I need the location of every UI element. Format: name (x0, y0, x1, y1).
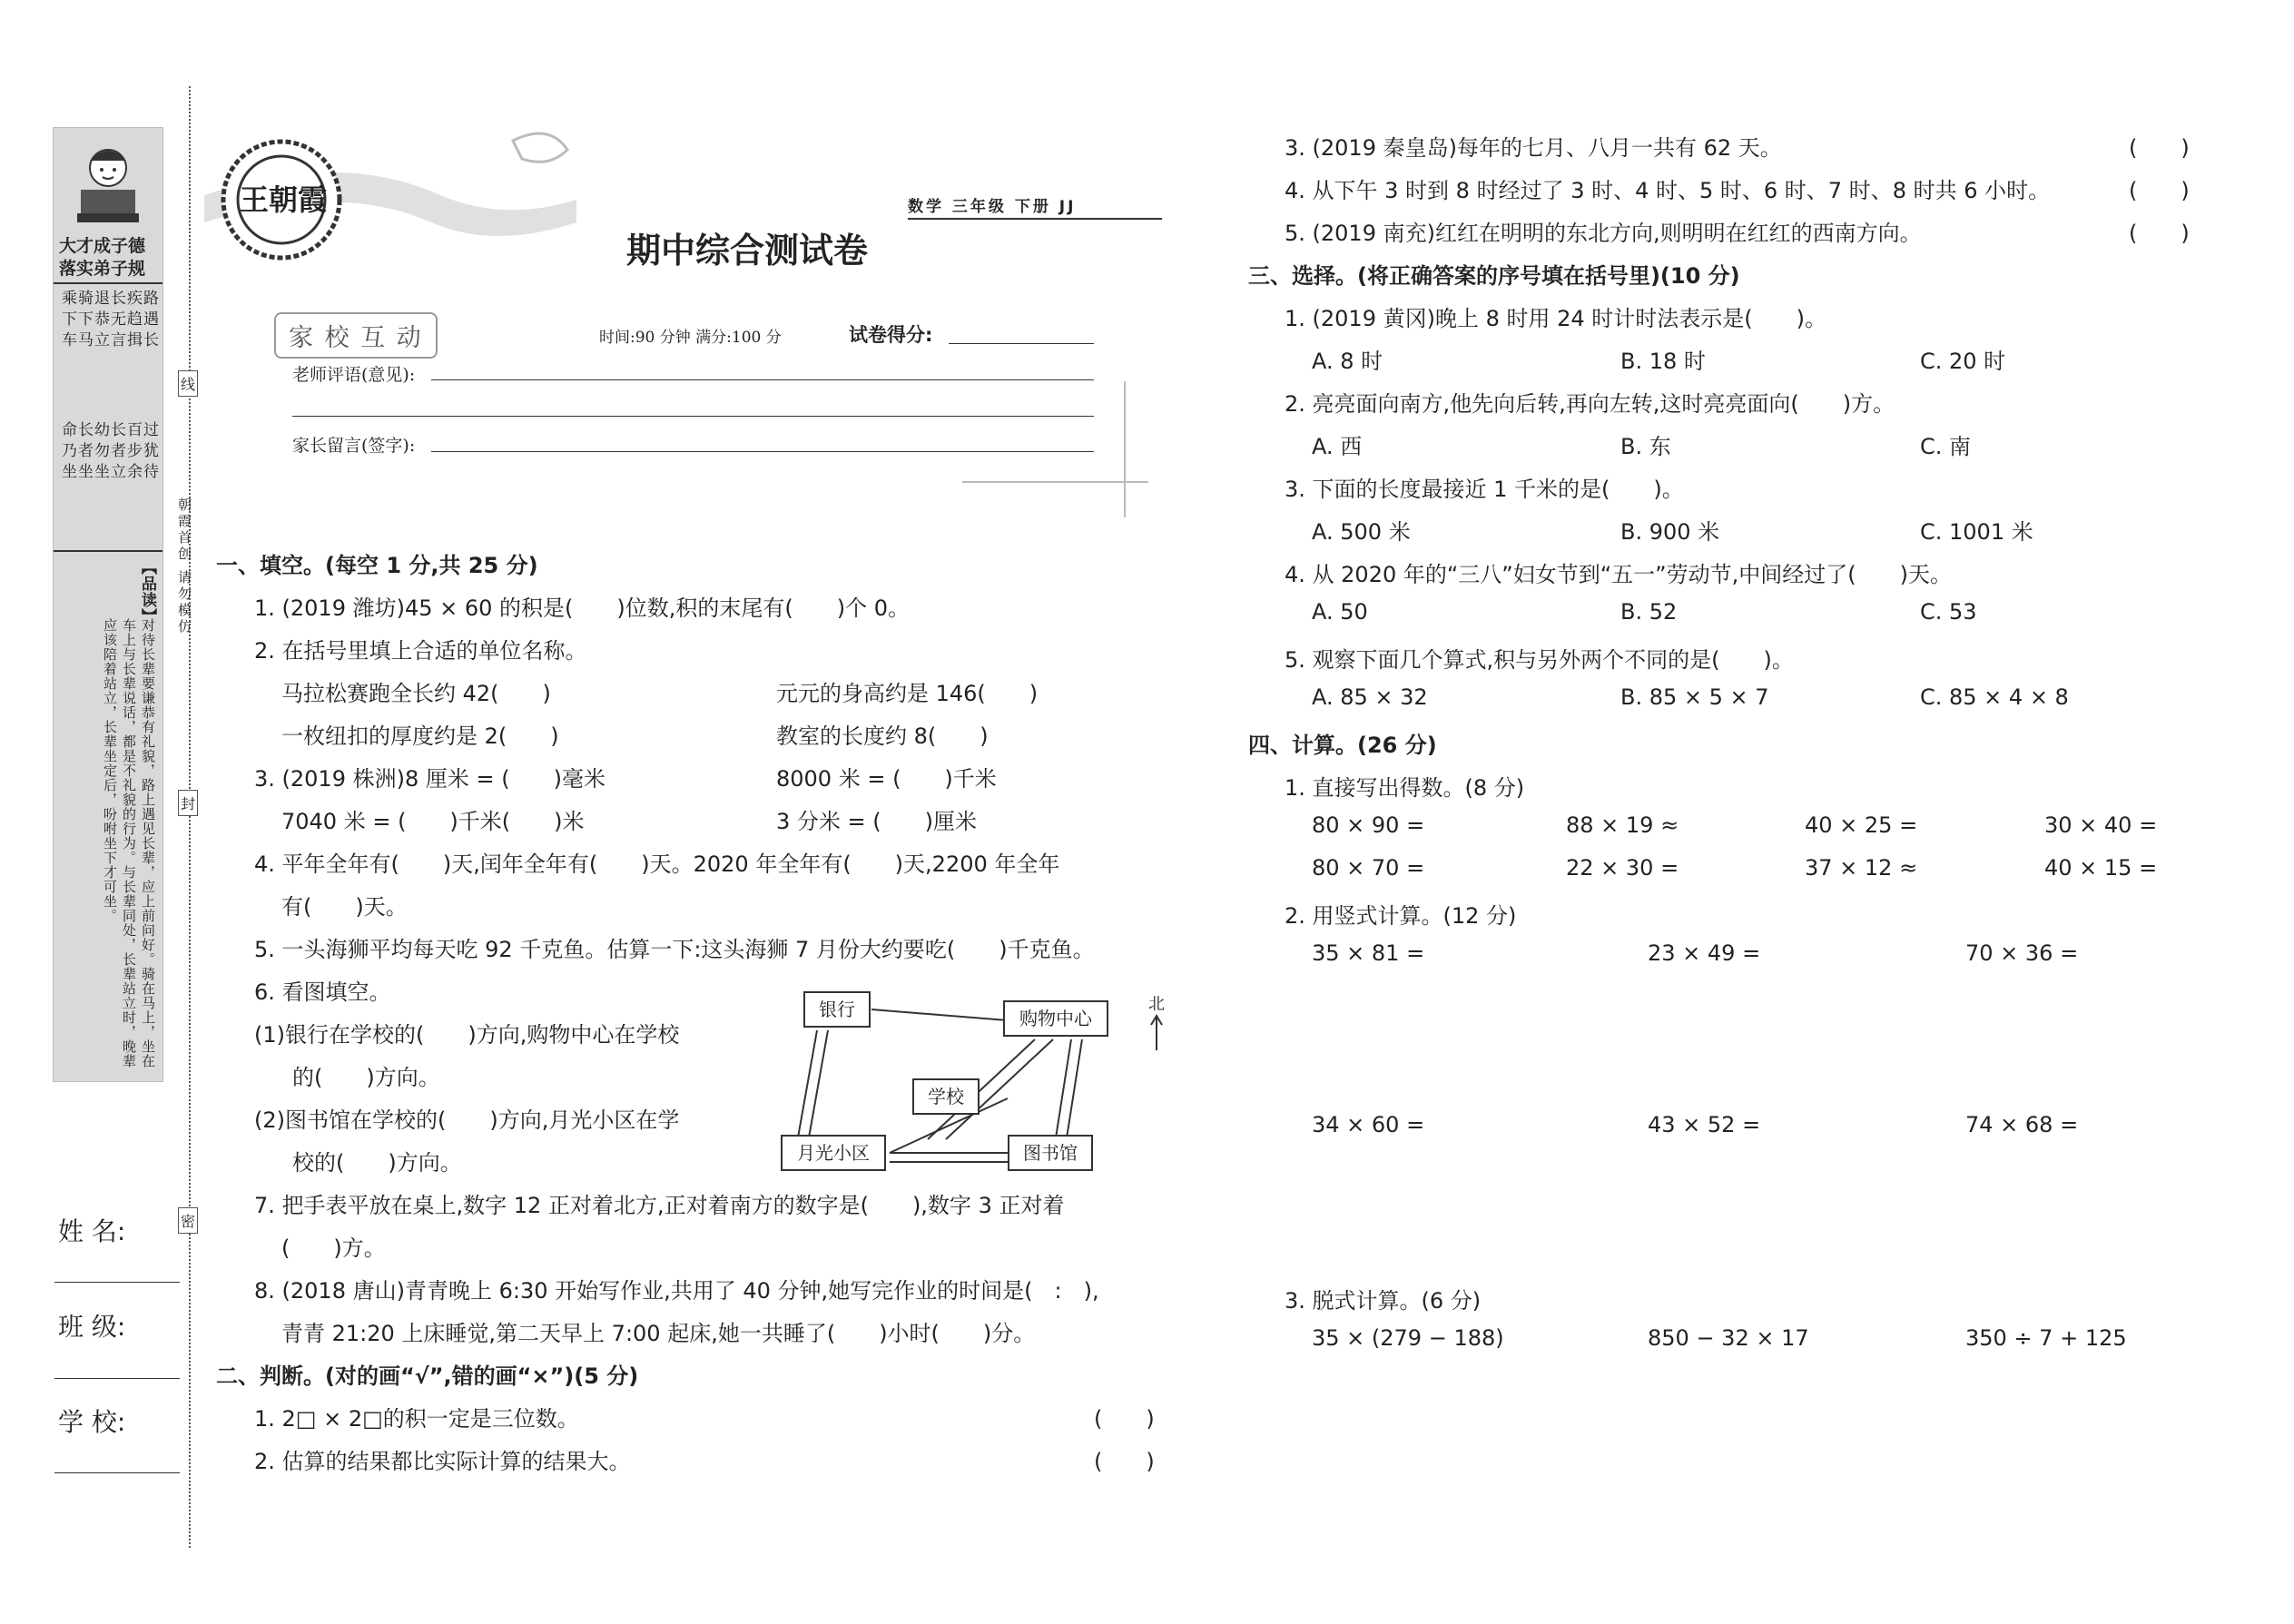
option-c: C. 53 (1920, 599, 1977, 625)
question-6-2b: 校的( )方向。 (292, 1150, 462, 1176)
question-8a: 8. (2018 唐山)青青晚上 6:30 开始写作业,共用了 40 分钟,她写完作业的时间是( : ), (254, 1278, 1099, 1304)
sub-direct: 1. 直接写出得数。(8 分) (1285, 775, 1525, 801)
map-library: 图书馆 (1008, 1135, 1093, 1171)
option-b: B. 52 (1620, 599, 1678, 625)
direct-calc: 30 × 40 = (2044, 812, 2158, 838)
title-rule (908, 218, 1162, 220)
school-label: 学 校: (58, 1407, 126, 1437)
direct-calc: 80 × 90 = (1312, 812, 1425, 838)
page-title: 期中综合测试卷 (626, 231, 869, 271)
map-mall: 购物中心 (1003, 1000, 1108, 1037)
answer-paren[interactable]: ( ) (2129, 221, 2190, 246)
school-field[interactable] (54, 1472, 180, 1473)
divider (54, 550, 162, 552)
time-info: 时间:90 分钟 满分:100 分 (599, 329, 782, 347)
judge-item-3: 3. (2019 秦皇岛)每年的七月、八月一共有 62 天。 (1285, 135, 1782, 161)
option-b: B. 东 (1620, 434, 1671, 459)
judge-item-5: 5. (2019 南充)红红在明明的东北方向,则明明在红红的西南方向。 (1285, 221, 1922, 246)
choice-question-4: 4. 从 2020 年的“三八”妇女节到“五一”劳动节,中间经过了( )天。 (1285, 562, 1952, 587)
question-5: 5. 一头海狮平均每天吃 92 千克鱼。估算一下:这头海狮 7 月份大约要吃( )千克鱼。 (254, 937, 1095, 962)
stepwise-calc: 35 × (279 − 188) (1312, 1325, 1504, 1351)
judge-item-4: 4. 从下午 3 时到 8 时经过了 3 时、4 时、5 时、6 时、7 时、8 时共 6 小时。 (1285, 178, 2051, 203)
question-3c: 7040 米 = ( )千米( )米 (281, 809, 585, 834)
choice-question-1: 1. (2019 黄冈)晚上 8 时用 24 时计时法表示是( )。 (1285, 306, 1827, 331)
vertical-calc: 70 × 36 = (1965, 940, 2079, 966)
option-a: A. 500 米 (1312, 519, 1411, 545)
question-2d: 教室的长度约 8( ) (776, 723, 989, 749)
north-arrow-icon (1149, 1014, 1164, 1050)
section-title: 一、填空。(每空 1 分,共 25 分) (216, 553, 538, 578)
option-b: B. 18 时 (1620, 349, 1706, 374)
vertical-calc: 43 × 52 = (1648, 1112, 1761, 1137)
subject-tag: 数学 三年级 下册 JJ (908, 198, 1077, 216)
section-title: 四、计算。(26 分) (1248, 733, 1437, 758)
rule-verse: 幼勿坐 (91, 421, 109, 484)
stepwise-calc: 850 − 32 × 17 (1648, 1325, 1809, 1351)
judge-item-1: 1. 2□ × 2□的积一定是三位数。 (254, 1406, 579, 1432)
judge-item-2: 2. 估算的结果都比实际计算的结果大。 (254, 1449, 631, 1474)
option-c: C. 南 (1920, 434, 1972, 459)
question-7b: ( )方。 (281, 1235, 386, 1261)
name-label: 姓 名: (58, 1216, 126, 1246)
direct-calc: 40 × 15 = (2044, 855, 2158, 881)
vertical-calc: 35 × 81 = (1312, 940, 1425, 966)
direct-calc: 37 × 12 ≈ (1805, 855, 1918, 881)
map-community: 月光小区 (781, 1135, 886, 1171)
direct-calc: 80 × 70 = (1312, 855, 1425, 881)
cut-line (189, 86, 191, 1548)
answer-paren[interactable]: ( ) (2129, 178, 2190, 203)
rule-verse: 乘下车 (58, 290, 76, 352)
question-3b: 8000 米 = ( )千米 (776, 766, 997, 792)
rule-verse: 长者坐 (74, 421, 93, 484)
name-field[interactable] (54, 1282, 180, 1283)
question-6-1b: 的( )方向。 (292, 1065, 440, 1090)
teacher-comment-field-2[interactable] (292, 416, 1094, 417)
question-2a: 马拉松赛跑全长约 42( ) (281, 681, 551, 706)
cut-note: 朝霞首创 请勿模仿 (176, 497, 192, 635)
choice-question-2: 2. 亮亮面向南方,他先向后转,再向左转,这时亮亮面向( )方。 (1285, 391, 1895, 417)
rule-verse: 过犹待 (140, 421, 158, 484)
cut-mark-2: 封 (178, 790, 198, 816)
question-8b: 青青 21:20 上床睡觉,第二天早上 7:00 起床,她一共睡了( )小时( )分。 (281, 1321, 1036, 1346)
option-b: B. 85 × 5 × 7 (1620, 684, 1769, 710)
section-title: 三、选择。(将正确答案的序号填在括号里)(10 分) (1248, 263, 1740, 289)
section-title: 二、判断。(对的画“√”,错的画“×”)(5 分) (216, 1363, 639, 1389)
commentary-text: 对待长辈要谦恭有礼貌，路上遇见长辈，应上前问好。骑在马上，坐在车上与长辈说话，都是不礼貌的行为。与长辈同处，长辈站立时，晚辈应该陪着站立，长辈坐定后，吩咐坐下才可坐。 (102, 618, 156, 1068)
direct-calc: 88 × 19 ≈ (1566, 812, 1679, 838)
option-a: A. 8 时 (1312, 349, 1383, 374)
option-c: C. 1001 米 (1920, 519, 2033, 545)
vertical-calc: 23 × 49 = (1648, 940, 1761, 966)
direct-calc: 22 × 30 = (1566, 855, 1679, 881)
sub-stepwise: 3. 脱式计算。(6 分) (1285, 1288, 1482, 1314)
question-3a: 3. (2019 株洲)8 厘米 = ( )毫米 (254, 766, 605, 792)
question-6-1a: (1)银行在学校的( )方向,购物中心在学校 (254, 1022, 680, 1048)
option-a: A. 50 (1312, 599, 1368, 625)
score-label: 试卷得分: (849, 324, 933, 346)
rule-verse: 命乃坐 (58, 421, 76, 484)
question-3d: 3 分米 = ( )厘米 (776, 809, 977, 834)
class-label: 班 级: (58, 1312, 126, 1342)
option-a: A. 西 (1312, 434, 1363, 459)
rule-verse: 退恭立 (91, 290, 109, 352)
option-a: A. 85 × 32 (1312, 684, 1428, 710)
rules-panel (53, 127, 163, 1082)
question-1: 1. (2019 潍坊)45 × 60 的积是( )位数,积的末尾有( )个 0。 (254, 595, 911, 621)
question-6-2a: (2)图书馆在学校的( )方向,月光小区在学 (254, 1107, 680, 1133)
rule-verse: 长无言 (107, 290, 125, 352)
sub-vertical: 2. 用竖式计算。(12 分) (1285, 903, 1517, 929)
answer-paren[interactable]: ( ) (2129, 135, 2190, 161)
scholar-boy-icon (74, 137, 143, 228)
option-c: C. 85 × 4 × 8 (1920, 684, 2069, 710)
parent-note-field[interactable] (431, 451, 1094, 452)
score-field[interactable] (949, 343, 1094, 344)
question-6: 6. 看图填空。 (254, 979, 391, 1005)
cut-mark-1: 线 (178, 370, 198, 397)
option-b: B. 900 米 (1620, 519, 1720, 545)
question-2: 2. 在括号里填上合适的单位名称。 (254, 638, 587, 664)
north-label: 北 (1148, 995, 1165, 1014)
rule-verse: 长者立 (107, 421, 125, 484)
parent-note-label: 家长留言(签字): (292, 436, 416, 456)
vertical-calc: 34 × 60 = (1312, 1112, 1425, 1137)
frame-line (962, 481, 1148, 483)
answer-paren[interactable]: ( ) (1094, 1406, 1155, 1432)
question-4a: 4. 平年全年有( )天,闰年全年有( )天。2020 年全年有( )天,2200 年全年 (254, 851, 1060, 877)
question-2b: 元元的身高约是 146( ) (776, 681, 1039, 706)
question-7a: 7. 把手表平放在桌上,数字 12 正对着北方,正对着南方的数字是( ),数字 3 正对着 (254, 1193, 1065, 1218)
question-4b: 有( )天。 (281, 894, 408, 920)
frame-line (1124, 381, 1126, 517)
question-2c: 一枚纽扣的厚度约是 2( ) (281, 723, 559, 749)
commentary-title: 【品读】 (138, 559, 156, 625)
direct-calc: 40 × 25 = (1805, 812, 1918, 838)
rule-verse: 疾趋揖 (123, 290, 142, 352)
teacher-comment-field[interactable] (431, 379, 1094, 380)
teacher-comment-label: 老师评语(意见): (292, 365, 416, 385)
logo-text: 王朝霞 (240, 182, 328, 217)
motto-1: 大才成子德 (59, 236, 146, 256)
rule-verse: 百步余 (123, 421, 142, 484)
rule-verse: 骑下马 (74, 290, 93, 352)
stepwise-calc: 350 ÷ 7 + 125 (1965, 1325, 2127, 1351)
class-field[interactable] (54, 1378, 180, 1379)
cut-mark-3: 密 (178, 1207, 198, 1234)
divider (54, 282, 162, 284)
motto-2: 落实弟子规 (59, 259, 146, 279)
map-bank: 银行 (803, 991, 871, 1028)
choice-question-5: 5. 观察下面几个算式,积与另外两个不同的是( )。 (1285, 647, 1794, 673)
option-c: C. 20 时 (1920, 349, 2006, 374)
vertical-calc: 74 × 68 = (1965, 1112, 2079, 1137)
rule-verse: 路遇长 (140, 290, 158, 352)
map-school: 学校 (912, 1078, 980, 1115)
home-school-tag: 家 校 互 动 (274, 312, 438, 359)
answer-paren[interactable]: ( ) (1094, 1449, 1155, 1474)
choice-question-3: 3. 下面的长度最接近 1 千米的是( )。 (1285, 477, 1684, 502)
